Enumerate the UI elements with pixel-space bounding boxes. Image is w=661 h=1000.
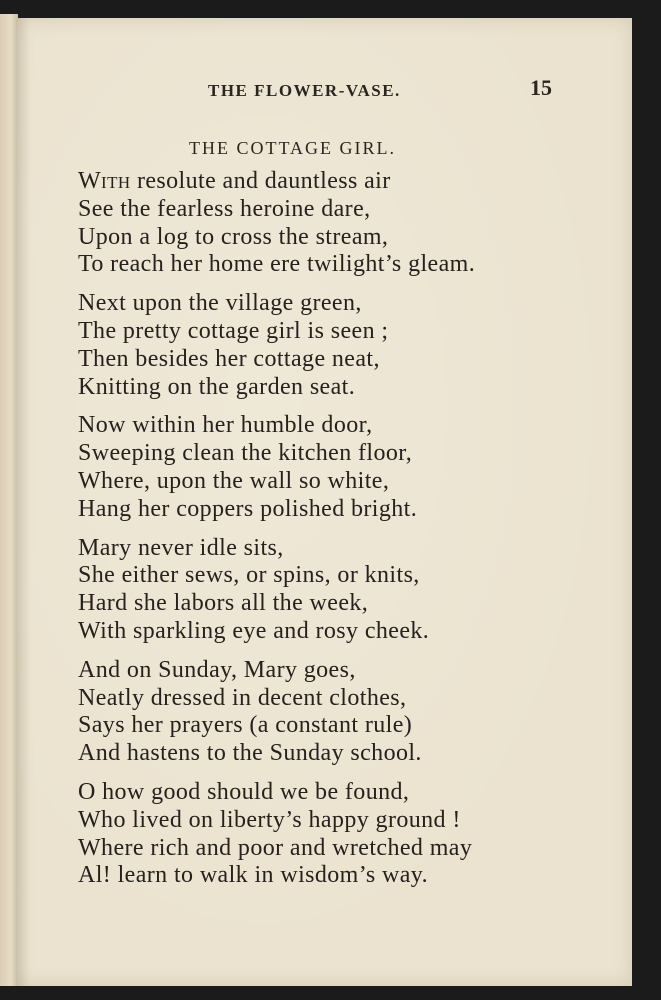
poem-line: Knitting on the garden seat. <box>78 373 356 400</box>
poem-line: Mary never idle sits, <box>78 534 284 561</box>
poem-line: The pretty cottage girl is seen ; <box>78 317 389 344</box>
poem-line: And on Sunday, Mary goes, <box>78 656 356 683</box>
stanza-5 <box>78 657 618 768</box>
poem-body <box>78 168 618 901</box>
poem-line: To reach her home ere twilight’s gleam. <box>78 251 476 278</box>
poem-line: Neatly dressed in decent clothes, <box>78 684 407 711</box>
poem-title: THE COTTAGE GIRL. <box>189 138 397 158</box>
book-page <box>16 18 632 986</box>
poem-line: See the fearless heroine dare, <box>78 195 371 222</box>
poem-line: She either sews, or spins, or knits, <box>78 562 420 589</box>
page-number: 15 <box>530 75 552 100</box>
poem-line <box>78 168 618 196</box>
poem-line: Upon a log to cross the stream, <box>78 223 389 250</box>
poem-line: Says her prayers (a constant rule) <box>78 712 413 739</box>
drop-word: With <box>78 168 131 194</box>
stanza-2 <box>78 290 618 401</box>
poem-line: Where rich and poor and wretched may <box>78 834 473 861</box>
stanza-4 <box>78 535 618 646</box>
poem-line: Al! learn to walk in wisdom’s way. <box>78 862 428 889</box>
poem-line: Sweeping clean the kitchen floor, <box>78 440 413 467</box>
poem-line: Next upon the village green, <box>78 290 362 317</box>
stanza-1 <box>78 168 618 279</box>
poem-line: Where, upon the wall so white, <box>78 467 390 494</box>
poem-line: Who lived on liberty’s happy ground ! <box>78 806 461 833</box>
poem-line: Now within her humble door, <box>78 412 373 439</box>
poem-line: And hastens to the Sunday school. <box>78 740 422 767</box>
poem-line-rest: resolute and dauntless air <box>130 168 391 194</box>
poem-line: Hang her coppers polished bright. <box>78 495 418 522</box>
stanza-3 <box>78 412 618 523</box>
stanza-6 <box>78 779 618 890</box>
running-head: THE FLOWER-VASE. <box>208 81 401 100</box>
poem-line: Then besides her cottage neat, <box>78 345 380 372</box>
poem-line: Hard she labors all the week, <box>78 590 369 617</box>
poem-line: O how good should we be found, <box>78 778 410 805</box>
poem-line: With sparkling eye and rosy cheek. <box>78 617 430 644</box>
